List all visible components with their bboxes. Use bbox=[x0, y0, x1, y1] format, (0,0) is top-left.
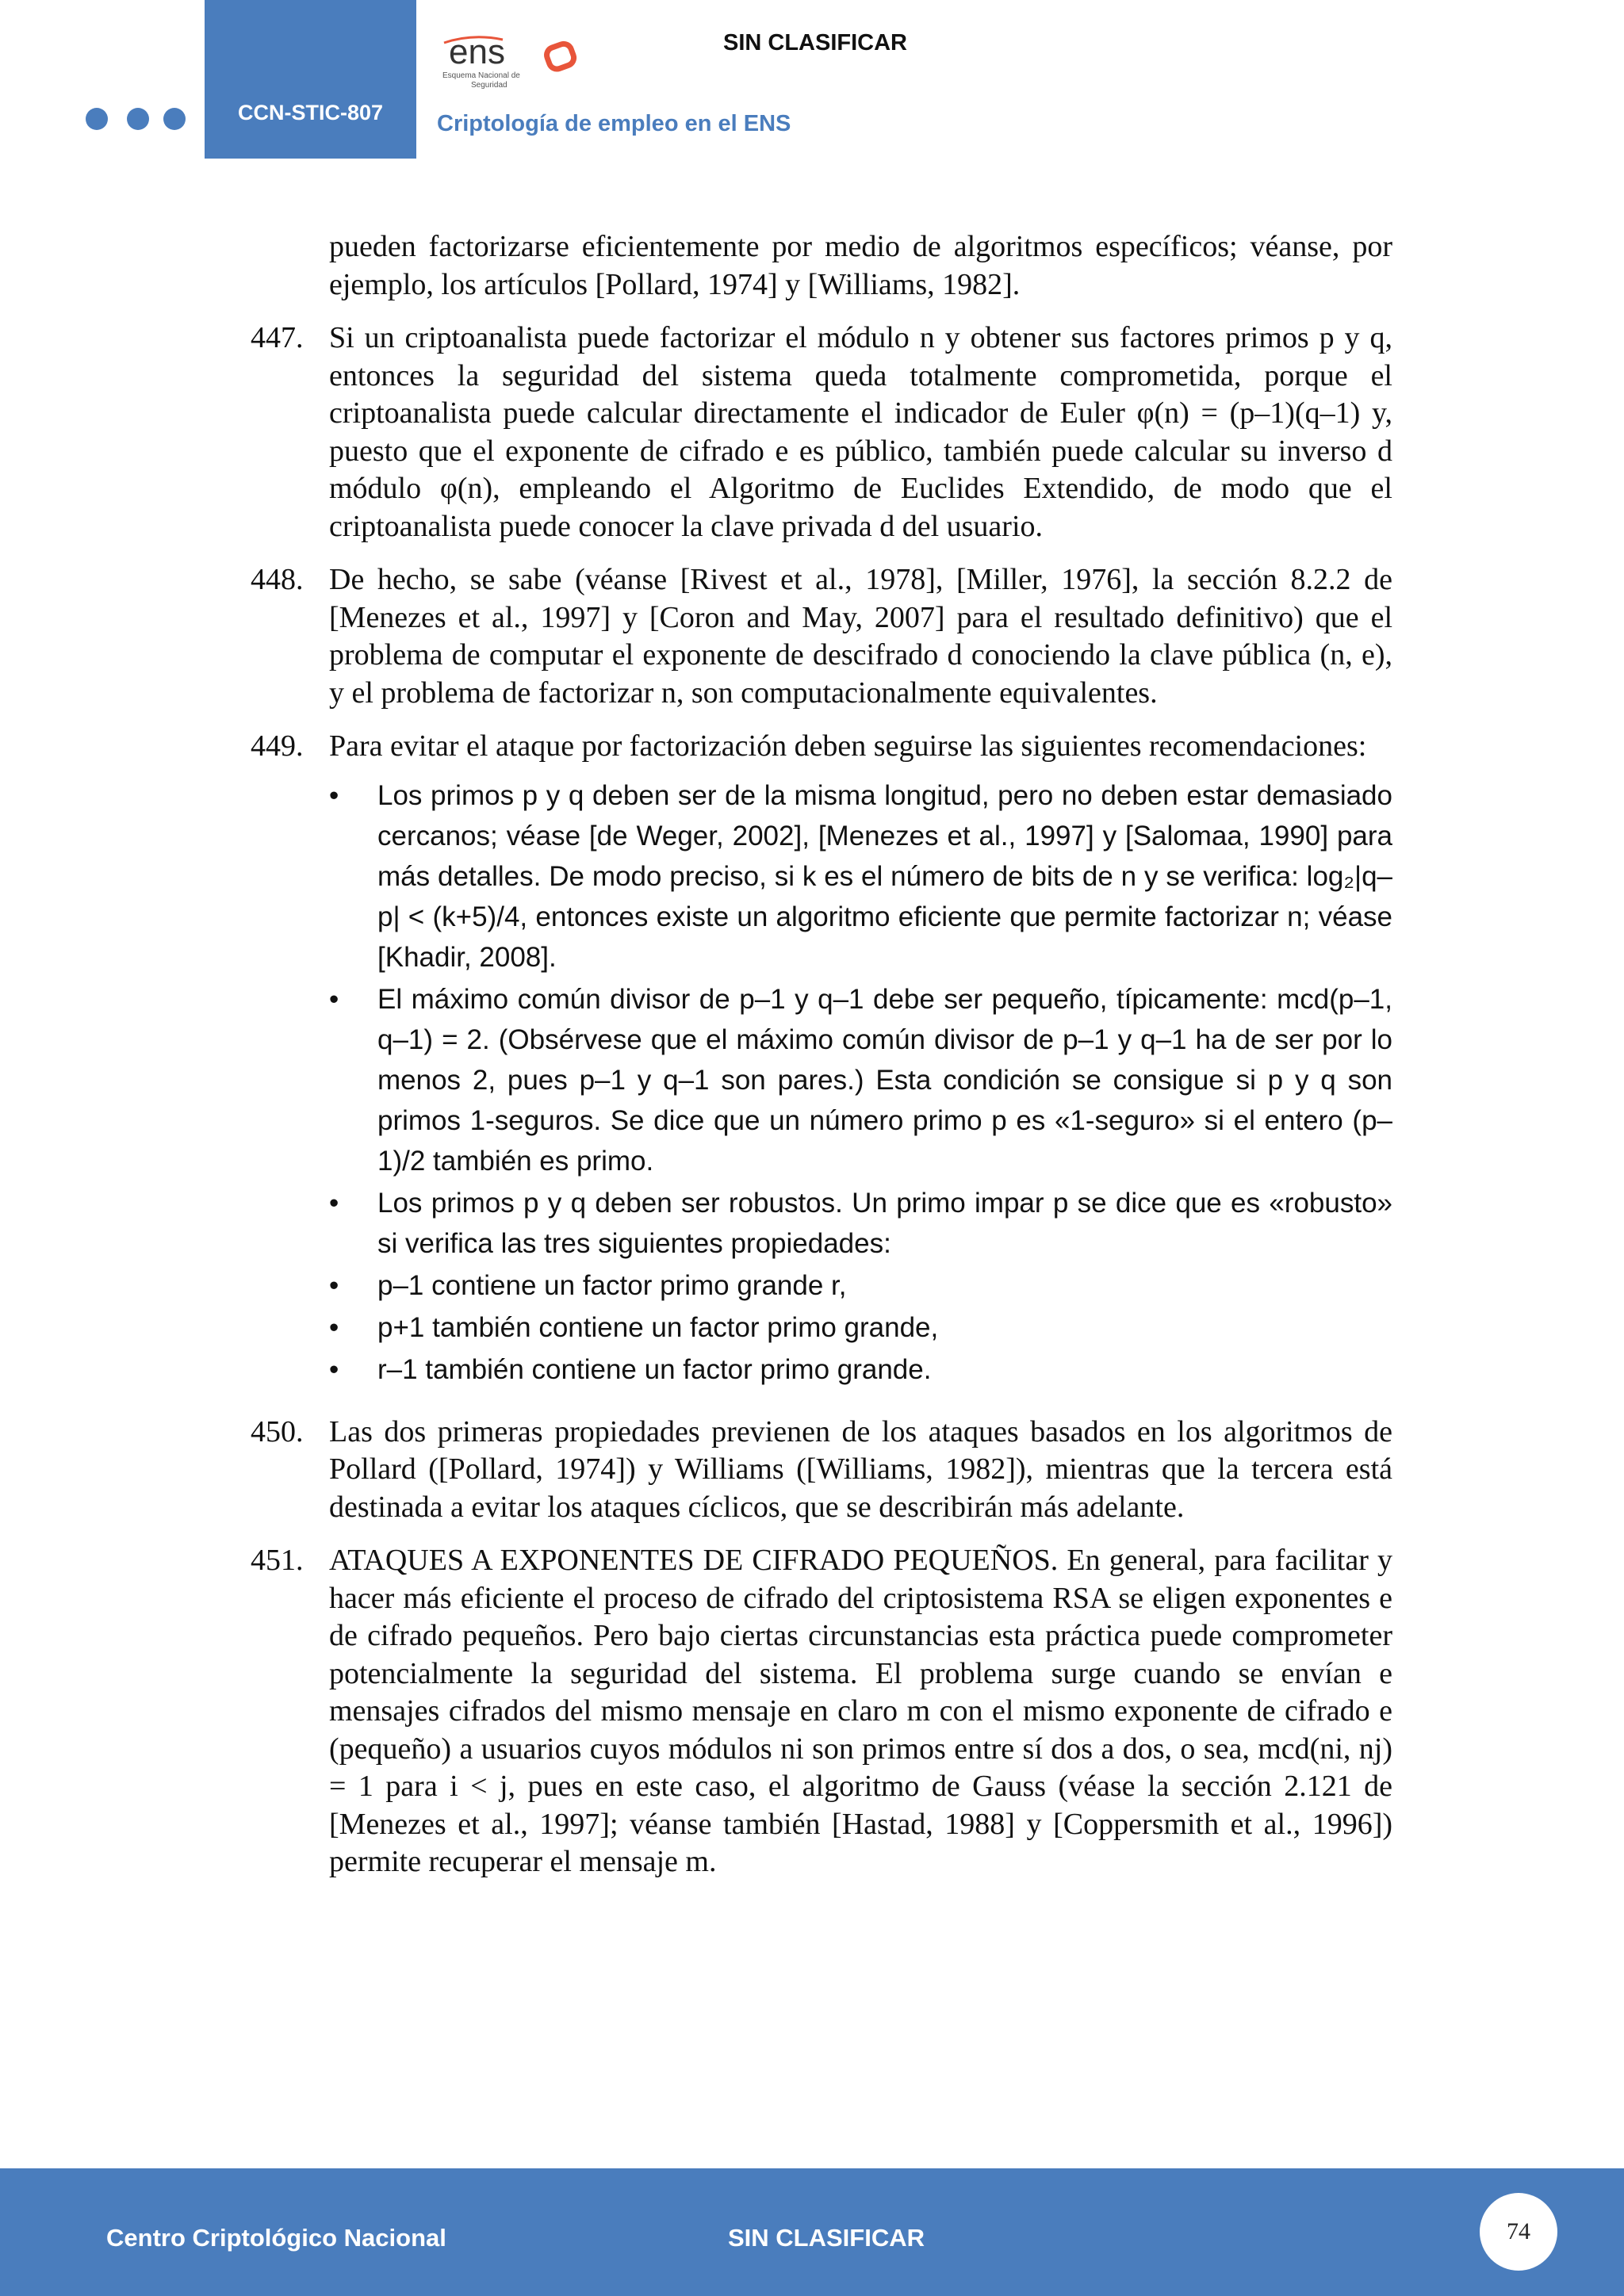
paragraph-number: 449. bbox=[251, 729, 304, 763]
list-item bbox=[329, 775, 1392, 978]
paragraph-447 bbox=[251, 320, 1392, 545]
footer-classification: SIN CLASIFICAR bbox=[728, 2224, 925, 2252]
ens-logo-icon bbox=[441, 29, 584, 92]
paragraph-text: Si un criptoanalista puede factorizar el módulo n y obtener sus factores primos p y q, entonces la seguridad del sistema queda totalmente comprometida, porque el criptoanalista puede calcular directamente el indicador de Euler φ(n) = (p–1)(q–1) y, puesto que el exponente de cifrado e es público, también puede calcular su inverso d módulo φ(n), empleando el Algoritmo de Euclides Extendido, de modo que el criptoanalista puede conocer la clave privada d del usuario. bbox=[329, 321, 1392, 543]
doc-code-box bbox=[205, 0, 416, 159]
page-footer bbox=[0, 2168, 1624, 2296]
list-item-text: El máximo común divisor de p–1 y q–1 debe ser pequeño, típicamente: mcd(p–1, q–1) = 2. (Obsérvese que el máximo común divisor de p–1 y q–1 ha de ser por lo menos 2, pues p–1 y q–1 son pares.) Esta condición se consigue si p y q son primos 1-seguros. Se dice que un número primo p es «1-seguro» si el entero (p–1)/2 también es primo. bbox=[377, 983, 1392, 1177]
bullet-icon: • bbox=[329, 1187, 339, 1219]
footer-organization: Centro Criptológico Nacional bbox=[106, 2224, 446, 2252]
header-subtitle: Criptología de empleo en el ENS bbox=[437, 111, 791, 136]
list-item-text: p–1 contiene un factor primo grande r, bbox=[377, 1269, 847, 1301]
bullet-icon: • bbox=[329, 983, 339, 1015]
doc-code: CCN-STIC-807 bbox=[237, 101, 384, 124]
intro-continuation: pueden factorizarse eficientemente por medio de algoritmos específicos; véanse, por ejemplo, los artículos [Pollard, 1974] y [Williams, 1982]. bbox=[329, 230, 1392, 301]
dot-icon bbox=[127, 108, 149, 130]
paragraph-text: ATAQUES A EXPONENTES DE CIFRADO PEQUEÑOS. En general, para facilitar y hacer más eficiente el proceso de cifrado del criptosistema RSA se eligen exponentes e de cifrado pequeños. Pero bajo ciertas circunstancias esta práctica puede comprometer potencialmente la seguridad del sistema. El problema surge cuando se envían e mensajes cifrados del mismo mensaje en claro m con el mismo exponente de cifrado e (pequeño) a usuarios cuyos módulos ni son primos entre sí dos a dos, o sea, mcd(ni, nj) = 1 para i < j, pues en este caso, el algoritmo de Gauss (véase la sección 2.121 de [Menezes et al., 1997]; véanse también [Hastad, 1988] y [Coppersmith et al., 1996]) permite recuperar el mensaje m. bbox=[329, 1544, 1392, 1878]
page-number: 74 bbox=[1507, 2218, 1530, 2244]
logo-caption-line2: Seguridad bbox=[471, 81, 508, 90]
paragraph-number: 447. bbox=[251, 321, 304, 354]
bullet-icon: • bbox=[329, 779, 339, 811]
recommendations-list bbox=[329, 766, 1392, 1390]
bullet-icon: • bbox=[329, 1311, 339, 1343]
paragraph-450 bbox=[251, 1414, 1392, 1527]
page-number-badge bbox=[1480, 2193, 1557, 2271]
list-item bbox=[329, 979, 1392, 1181]
list-item bbox=[329, 1349, 1392, 1390]
list-item bbox=[329, 1307, 1392, 1348]
header-dots-decoration bbox=[86, 108, 186, 132]
paragraph-number: 451. bbox=[251, 1544, 304, 1577]
dot-icon bbox=[163, 108, 186, 130]
paragraph-text: De hecho, se sabe (véanse [Rivest et al., 1978], [Miller, 1976], la sección 8.2.2 de [Menezes et al., 1997] y [Coron and May, 2007] para el resultado definitivo) que el problema de computar el exponente de descifrado d conociendo la clave pública (n, e), y el problema de factorizar n, son computacionalmente equivalentes. bbox=[329, 563, 1392, 710]
list-item bbox=[329, 1183, 1392, 1264]
paragraph-number: 448. bbox=[251, 563, 304, 596]
paragraph-451 bbox=[251, 1542, 1392, 1881]
bullet-icon: • bbox=[329, 1353, 339, 1385]
paragraph-text: Para evitar el ataque por factorización deben seguirse las siguientes recomendaciones: bbox=[329, 729, 1367, 763]
list-item-text: r–1 también contiene un factor primo grande. bbox=[377, 1353, 932, 1385]
list-item-text: Los primos p y q deben ser robustos. Un primo impar p se dice que es «robusto» si verifica las tres siguientes propiedades: bbox=[377, 1187, 1392, 1259]
list-item bbox=[329, 1265, 1392, 1306]
list-item-text: p+1 también contiene un factor primo grande, bbox=[377, 1311, 939, 1343]
document-body bbox=[251, 228, 1392, 1897]
dot-icon bbox=[86, 108, 108, 130]
logo-caption-line1: Esquema Nacional de bbox=[442, 71, 520, 80]
paragraph-448 bbox=[251, 561, 1392, 712]
paragraph-449 bbox=[251, 728, 1392, 766]
list-item-text: Los primos p y q deben ser de la misma longitud, pero no deben estar demasiado cercanos; véase [de Weger, 2002], [Menezes et al., 1997] y [Salomaa, 1990] para más detalles. De modo preciso, si k es el número de bits de n y se verifica: log₂|q–p| < (k+5)/4, entonces existe un algoritmo eficiente que permite factorizar n; véase [Khadir, 2008]. bbox=[377, 779, 1392, 973]
paragraph-number: 450. bbox=[251, 1414, 304, 1448]
logo-wordmark: ens bbox=[449, 33, 505, 71]
bullet-icon: • bbox=[329, 1269, 339, 1301]
paragraph-text: Las dos primeras propiedades previenen de los ataques basados en los algoritmos de Pollard ([Pollard, 1974]) y Williams ([Williams, 1982]), mientras que la tercera está destinada a evitar los ataques cíclicos, que se describirán más adelante. bbox=[329, 1414, 1392, 1524]
header-classification: SIN CLASIFICAR bbox=[723, 30, 907, 55]
